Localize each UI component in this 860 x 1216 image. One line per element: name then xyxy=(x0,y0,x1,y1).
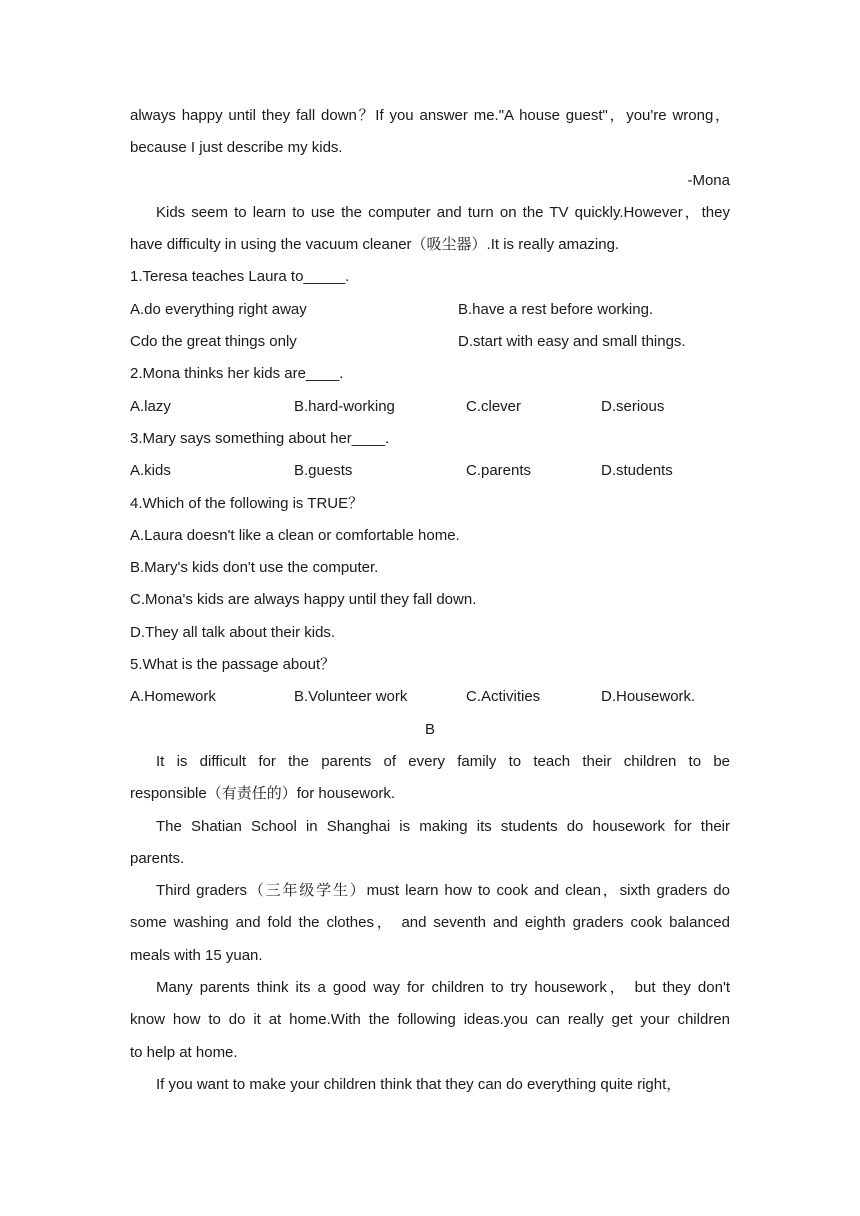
passage-line: Many parents think its a good way for children to try housework， but they don't xyxy=(156,979,730,997)
question-stem: 2.Mona thinks her kids are____. xyxy=(130,365,344,383)
option-b: B.guests xyxy=(294,462,353,480)
passage-line: have difficulty in using the vacuum cleaner（吸尘器）.It is really amazing. xyxy=(130,236,620,254)
option-c: C.Mona's kids are always happy until they fall down. xyxy=(130,591,477,609)
option-c: C.Activities xyxy=(466,688,541,706)
passage-line: always happy until they fall down？If you answer me."A house guest"，you're wrong， xyxy=(130,107,730,124)
passage-line: to help at home. xyxy=(130,1043,238,1061)
option-a: A.Laura doesn't like a clean or comfortable home. xyxy=(130,526,460,544)
passage-line: know how to do it at home.With the following ideas.you can really get your children xyxy=(130,1011,730,1029)
signature: -Mona xyxy=(687,171,730,189)
option-a: A.do everything right away xyxy=(130,300,307,318)
option-d: D.students xyxy=(601,462,673,480)
option-a: A.Homework xyxy=(130,688,216,706)
question-stem: 4.Which of the following is TRUE？ xyxy=(130,494,364,512)
section-heading: B xyxy=(424,720,435,738)
passage-line: Third graders（三年级学生）must learn how to cook and clean，sixth graders do xyxy=(156,882,730,900)
option-d: D.start with easy and small things. xyxy=(458,333,686,351)
option-row xyxy=(130,681,730,713)
option-b: B.Mary's kids don't use the computer. xyxy=(130,559,379,577)
passage-line: Kids seem to learn to use the computer and turn on the TV quickly.However，they xyxy=(156,203,730,221)
option-c: Cdo the great things only xyxy=(130,333,297,351)
passage-line: some washing and fold the clothes， and seventh and eighth graders cook balanced xyxy=(130,914,730,932)
option-d: D.They all talk about their kids. xyxy=(130,623,336,641)
passage-line: If you want to make your children think that they can do everything quite right， xyxy=(156,1075,682,1093)
option-b: B.hard-working xyxy=(294,397,395,415)
passage-line: parents. xyxy=(130,849,185,867)
question-stem: 1.Teresa teaches Laura to_____. xyxy=(130,268,350,286)
option-row xyxy=(130,326,730,358)
option-c: C.parents xyxy=(466,462,532,480)
option-d: D.serious xyxy=(601,397,665,415)
passage-line: It is difficult for the parents of every family to teach their children to be xyxy=(156,752,730,770)
option-a: A.lazy xyxy=(130,397,171,415)
option-row xyxy=(130,391,730,423)
document-page xyxy=(130,100,730,1101)
passage-line: meals with 15 yuan. xyxy=(130,946,263,964)
option-a: A.kids xyxy=(130,462,171,480)
question-stem: 3.Mary says something about her____. xyxy=(130,429,390,447)
option-d: D.Housework. xyxy=(601,688,696,706)
passage-line: responsible（有责任的）for housework. xyxy=(130,785,396,803)
question-stem: 5.What is the passage about？ xyxy=(130,656,336,674)
option-c: C.clever xyxy=(466,397,522,415)
option-b: B.Volunteer work xyxy=(294,688,408,706)
passage-line: The Shatian School in Shanghai is making its students do housework for their xyxy=(156,817,730,835)
option-row xyxy=(130,294,730,326)
option-row xyxy=(130,455,730,487)
passage-line: because I just describe my kids. xyxy=(130,139,343,157)
option-b: B.have a rest before working. xyxy=(458,300,654,318)
